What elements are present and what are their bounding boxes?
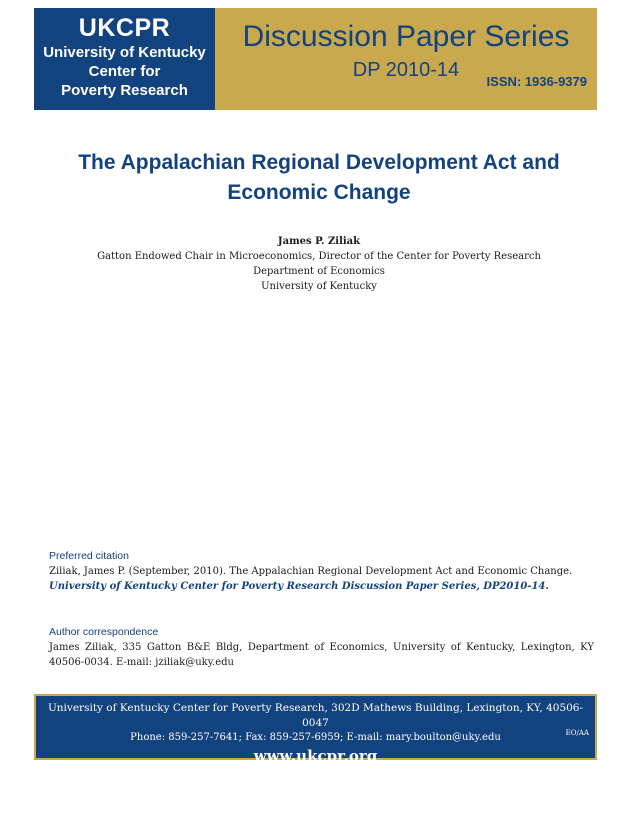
- eo-aa-code: EO/AA: [565, 729, 589, 737]
- issn: ISSN: 1936-9379: [486, 74, 587, 89]
- masthead: [34, 8, 597, 110]
- footer-contact: Phone: 859-257-7641; Fax: 859-257-6959; E-mail: mary.boulton@uky.edu: [130, 732, 501, 743]
- author-name: James P. Ziliak: [277, 236, 361, 247]
- paper-title-line-1: The Appalachian Regional Development Act and: [78, 151, 560, 174]
- author-affiliation-1: Gatton Endowed Chair in Microeconomics, Director of the Center for Poverty Research: [97, 251, 541, 262]
- citation-journal: University of Kentucky Center for Poverty Research Discussion Paper Series, DP2010-14.: [49, 581, 549, 592]
- footer-address: University of Kentucky Center for Poverty Research, 302D Mathews Building, Lexington, KY, 40506-0047: [47, 702, 584, 729]
- org-name-line-2: Center for: [88, 63, 161, 80]
- footer-banner: [34, 694, 597, 765]
- author-block: [40, 234, 598, 294]
- correspondence-label: Author correspondence: [49, 626, 159, 638]
- author-affiliation-2: Department of Economics: [253, 266, 385, 277]
- org-name-line-3: Poverty Research: [61, 82, 188, 99]
- citation-label: Preferred citation: [49, 550, 129, 562]
- correspondence-text: James Ziliak, 335 Gatton B&E Bldg, Department of Economics, University of Kentucky, Lexington, KY 40506-0034. E-mail: jziliak@uky.edu: [49, 642, 594, 668]
- series-title: Discussion Paper Series: [242, 20, 570, 53]
- citation-text: Ziliak, James P. (September, 2010). The Appalachian Regional Development Act and Economic Change.: [49, 566, 573, 577]
- ukcpr-logo-block: [34, 8, 215, 110]
- brand-name: UKCPR: [78, 14, 171, 42]
- footer-website-link[interactable]: www.ukcpr.org: [253, 747, 378, 765]
- correspondence-section: [49, 625, 594, 670]
- paper-title: [40, 148, 598, 208]
- citation-section: [49, 549, 594, 594]
- paper-title-line-2: Economic Change: [227, 181, 411, 204]
- org-name-line-1: University of Kentucky: [43, 44, 206, 61]
- author-affiliation-3: University of Kentucky: [261, 281, 377, 292]
- paper-number: DP 2010-14: [352, 59, 460, 81]
- series-block: [215, 8, 597, 110]
